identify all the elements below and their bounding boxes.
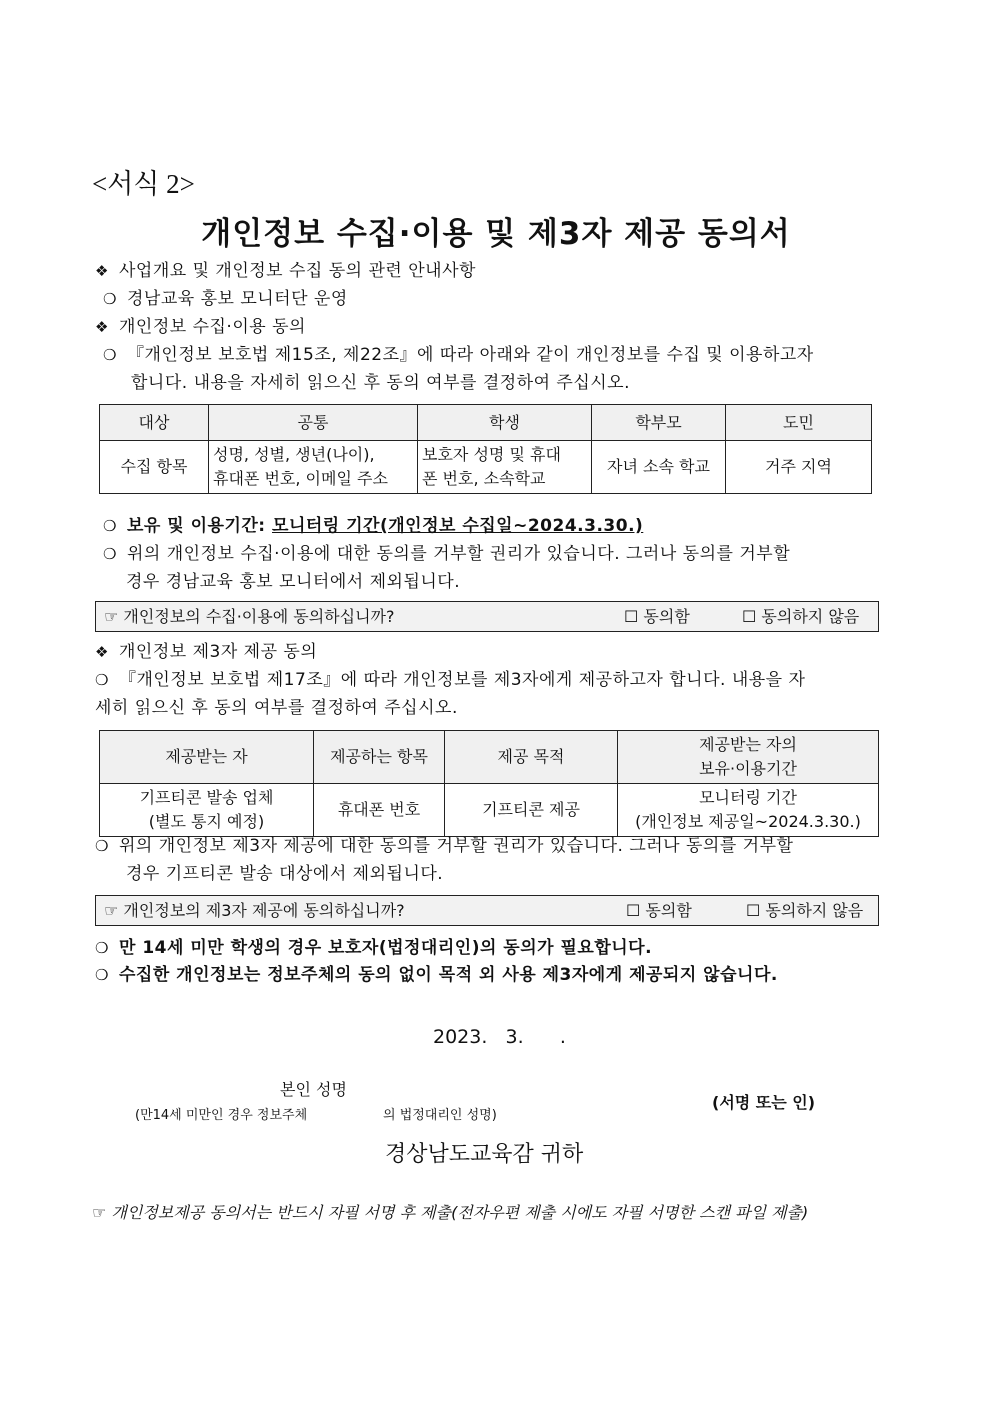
collection-items-table (99, 404, 872, 494)
addressee: 경상남도교육감 귀하 (385, 1142, 584, 1167)
third-party-law-2: 세히 읽으신 후 동의 여부를 결정하여 주십시오. (95, 698, 458, 718)
minor-note-b: 의 법정대리인 성명) (383, 1108, 497, 1123)
minor-note-a: (만14세 미만인 경우 정보주체 (135, 1108, 308, 1123)
circle-bullet-icon: ❍ (95, 837, 109, 855)
circle-bullet-icon: ❍ (103, 290, 117, 308)
refuse-notice-2: ❍ 위의 개인정보 제3자 제공에 대한 동의를 거부할 권리가 있습니다. 그러나 동의를 거부할 (95, 832, 793, 860)
table-cell: 거주 지역 (726, 441, 872, 494)
refuse-notice-1: ❍ 위의 개인정보 수집·이용에 대한 동의를 거부할 권리가 있습니다. 그러나 동의를 거부할 (103, 540, 790, 568)
circle-bullet-icon: ❍ (103, 346, 117, 364)
note-usage: ❍ 수집한 개인정보는 정보주체의 동의 없이 목적 외 사용 제3자에게 제공되지 않습니다. (95, 961, 778, 989)
disagree-checkbox[interactable]: ☐ 동의하지 않음 (742, 607, 860, 626)
consent-question-third-party (95, 895, 879, 926)
refuse-notice-1b: 경우 경남교육 홍보 모니터에서 제외됩니다. (126, 572, 461, 592)
name-label: 본인 성명 (280, 1080, 347, 1099)
agree-checkbox[interactable]: ☐ 동의함 (626, 901, 692, 920)
table-header: 제공하는 항목 (314, 731, 445, 784)
intro-line-4: ❍ 『개인정보 보호법 제15조, 제22조』에 따라 아래와 같이 개인정보를 수집 및 이용하고자 (103, 341, 814, 369)
third-party-table (99, 730, 879, 837)
circle-bullet-icon: ❍ (95, 966, 109, 984)
intro-line-3: ❖ 개인정보 수집·이용 동의 (95, 313, 306, 341)
table-header: 대상 (100, 405, 209, 441)
diamond-bullet-icon: ❖ (95, 318, 109, 336)
table-cell: 성명, 성별, 생년(나이), 휴대폰 번호, 이메일 주소 (209, 441, 418, 494)
table-cell: 모니터링 기간 (개인정보 제공일~2024.3.30.) (618, 784, 879, 837)
table-header: 공통 (209, 405, 418, 441)
table-header: 도민 (726, 405, 872, 441)
table-header: 학생 (418, 405, 592, 441)
circle-bullet-icon: ❍ (103, 545, 117, 563)
diamond-bullet-icon: ❖ (95, 643, 109, 661)
diamond-bullet-icon: ❖ (95, 262, 109, 280)
footer-note: ☞ 개인정보제공 동의서는 반드시 자필 서명 후 제출(전자우편 제출 시에도 자필 서명한 스캔 파일 제출) (92, 1203, 809, 1222)
sign-label: (서명 또는 인) (712, 1093, 816, 1112)
table-header: 제공받는 자의 보유·이용기간 (618, 731, 879, 784)
third-party-law-1: ❍ 『개인정보 보호법 제17조』에 따라 개인정보를 제3자에게 제공하고자 합니다. 내용을 자 (95, 666, 805, 694)
date-line: 2023. 3. . (433, 1026, 566, 1048)
question-text: ☞ 개인정보의 수집·이용에 동의하십니까? (104, 607, 395, 626)
circle-bullet-icon: ❍ (95, 671, 109, 689)
table-row-label: 수집 항목 (100, 441, 209, 494)
question-text: ☞ 개인정보의 제3자 제공에 동의하십니까? (104, 901, 405, 920)
intro-line-1: ❖ 사업개요 및 개인정보 수집 동의 관련 안내사항 (95, 257, 476, 285)
table-cell: 기프티콘 제공 (445, 784, 618, 837)
table-cell: 자녀 소속 학교 (592, 441, 726, 494)
intro-line-5: 합니다. 내용을 자세히 읽으신 후 동의 여부를 결정하여 주십시오. (131, 373, 631, 393)
agree-checkbox[interactable]: ☐ 동의함 (624, 607, 690, 626)
circle-bullet-icon: ❍ (103, 517, 117, 535)
document-title: 개인정보 수집·이용 및 제3자 제공 동의서 (201, 216, 791, 252)
table-cell: 보호자 성명 및 휴대 폰 번호, 소속학교 (418, 441, 592, 494)
third-party-heading: ❖ 개인정보 제3자 제공 동의 (95, 638, 317, 666)
form-number: <서식 2> (92, 169, 195, 199)
note-minor: ❍ 만 14세 미만 학생의 경우 보호자(법정대리인)의 동의가 필요합니다. (95, 934, 652, 962)
table-header: 제공받는 자 (100, 731, 314, 784)
circle-bullet-icon: ❍ (95, 939, 109, 957)
table-header: 학부모 (592, 405, 726, 441)
refuse-notice-2b: 경우 기프티콘 발송 대상에서 제외됩니다. (126, 864, 444, 884)
table-cell: 휴대폰 번호 (314, 784, 445, 837)
intro-line-2: ❍ 경남교육 홍보 모니터단 운영 (103, 285, 348, 313)
table-header: 제공 목적 (445, 731, 618, 784)
consent-question-collection (95, 601, 879, 632)
retention-period: ❍ 보유 및 이용기간: 모니터링 기간(개인정보 수집일~2024.3.30.) (103, 512, 643, 540)
table-cell: 기프티콘 발송 업체 (별도 통지 예정) (100, 784, 314, 837)
disagree-checkbox[interactable]: ☐ 동의하지 않음 (746, 901, 864, 920)
